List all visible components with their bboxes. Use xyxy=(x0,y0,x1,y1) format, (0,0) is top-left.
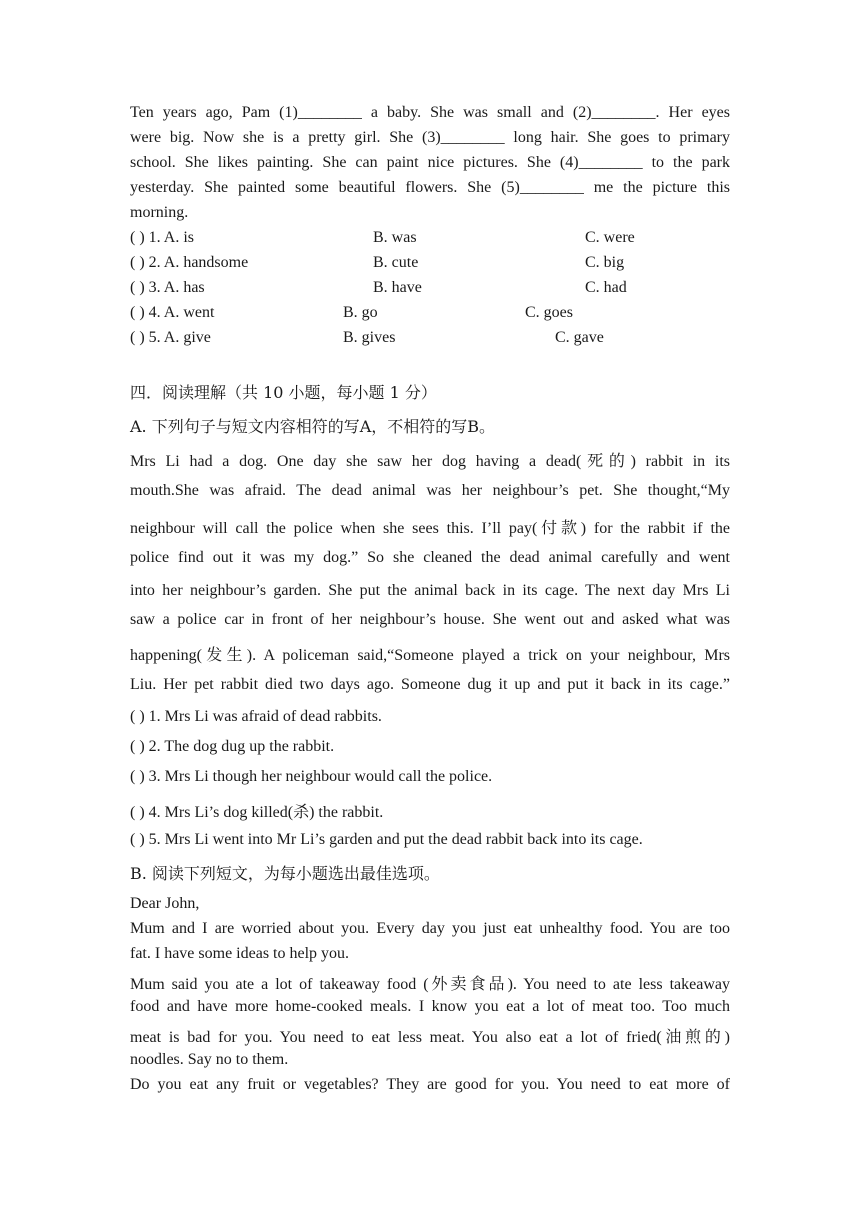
part-b-instruction: B. 阅读下列短文，为每小题选出最佳选项。 xyxy=(130,864,440,883)
cloze-question-5: ( ) 5. A. give xyxy=(130,329,211,346)
cloze-option-1b: B. was xyxy=(373,229,417,246)
letter-line-5: meat is bad for you. You need to eat less meat. You also eat a lot of fried(油煎的) xyxy=(130,1029,730,1046)
cloze-option-5c: C. gave xyxy=(555,329,604,346)
cloze-line-1: Ten years ago, Pam (1)________ a baby. She was small and (2)________. Her eyes xyxy=(130,104,730,121)
passage-line-7: happening(发生). A policeman said,“Someone played a trick on your neighbour, Mrs xyxy=(130,647,730,664)
cloze-line-2: were big. Now she is a pretty girl. She (3)________ long hair. She goes to primary xyxy=(130,129,730,146)
cloze-question-3: ( ) 3. A. has xyxy=(130,279,205,296)
cloze-option-5b: B. gives xyxy=(343,329,396,346)
cloze-line-3: school. She likes painting. She can paint nice pictures. She (4)________ to the park xyxy=(130,154,730,171)
passage-line-4: police find out it was my dog.” So she cleaned the dead animal carefully and went xyxy=(130,549,730,566)
passage-line-5: into her neighbour’s garden. She put the animal back in its cage. The next day Mrs Li xyxy=(130,582,730,599)
cloze-question-1: ( ) 1. A. is xyxy=(130,229,194,246)
statement-5: ( ) 5. Mrs Li went into Mr Li’s garden and put the dead rabbit back into its cage. xyxy=(130,831,643,848)
passage-line-3: neighbour will call the police when she sees this. I’ll pay(付款) for the rabbit if the xyxy=(130,520,730,537)
cloze-line-5: morning. xyxy=(130,204,189,221)
passage-line-6: saw a police car in front of her neighbour’s house. She went out and asked what was xyxy=(130,611,730,628)
statement-1: ( ) 1. Mrs Li was afraid of dead rabbits. xyxy=(130,708,382,725)
section-heading: 四．阅读理解（共 10 小题，每小题 1 分） xyxy=(130,383,437,402)
cloze-line-4: yesterday. She painted some beautiful flowers. She (5)________ me the picture this xyxy=(130,179,730,196)
statement-2: ( ) 2. The dog dug up the rabbit. xyxy=(130,738,335,755)
letter-line-3: Mum said you ate a lot of takeaway food (外卖食品). You need to ate less takeaway xyxy=(130,976,730,993)
cloze-option-4c: C. goes xyxy=(525,304,573,321)
passage-line-8: Liu. Her pet rabbit died two days ago. Someone dug it up and put it back in its cage.” xyxy=(130,676,730,693)
cloze-question-2: ( ) 2. A. handsome xyxy=(130,254,249,271)
cloze-question-4: ( ) 4. A. went xyxy=(130,304,215,321)
passage-line-2: mouth.She was afraid. The dead animal was her neighbour’s pet. She thought,“My xyxy=(130,482,730,499)
letter-line-4: food and have more home-cooked meals. I know you eat a lot of meat too. Too much xyxy=(130,998,730,1015)
letter-line-2: fat. I have some ideas to help you. xyxy=(130,945,350,962)
cloze-option-2b: B. cute xyxy=(373,254,419,271)
part-a-instruction: A. 下列句子与短文内容相符的写A，不相符的写B。 xyxy=(130,417,496,436)
letter-line-6: noodles. Say no to them. xyxy=(130,1051,289,1068)
passage-line-1: Mrs Li had a dog. One day she saw her dog having a dead(死的) rabbit in its xyxy=(130,453,730,470)
cloze-option-1c: C. were xyxy=(585,229,635,246)
statement-3: ( ) 3. Mrs Li though her neighbour would call the police. xyxy=(130,768,493,785)
letter-greeting: Dear John, xyxy=(130,895,200,912)
cloze-option-3b: B. have xyxy=(373,279,422,296)
cloze-option-3c: C. had xyxy=(585,279,627,296)
cloze-option-4b: B. go xyxy=(343,304,378,321)
cloze-option-2c: C. big xyxy=(585,254,625,271)
letter-line-1: Mum and I are worried about you. Every day you just eat unhealthy food. You are too xyxy=(130,920,730,937)
letter-line-7: Do you eat any fruit or vegetables? They are good for you. You need to eat more of xyxy=(130,1076,730,1093)
statement-4: ( ) 4. Mrs Li’s dog killed(杀) the rabbit. xyxy=(130,804,384,821)
